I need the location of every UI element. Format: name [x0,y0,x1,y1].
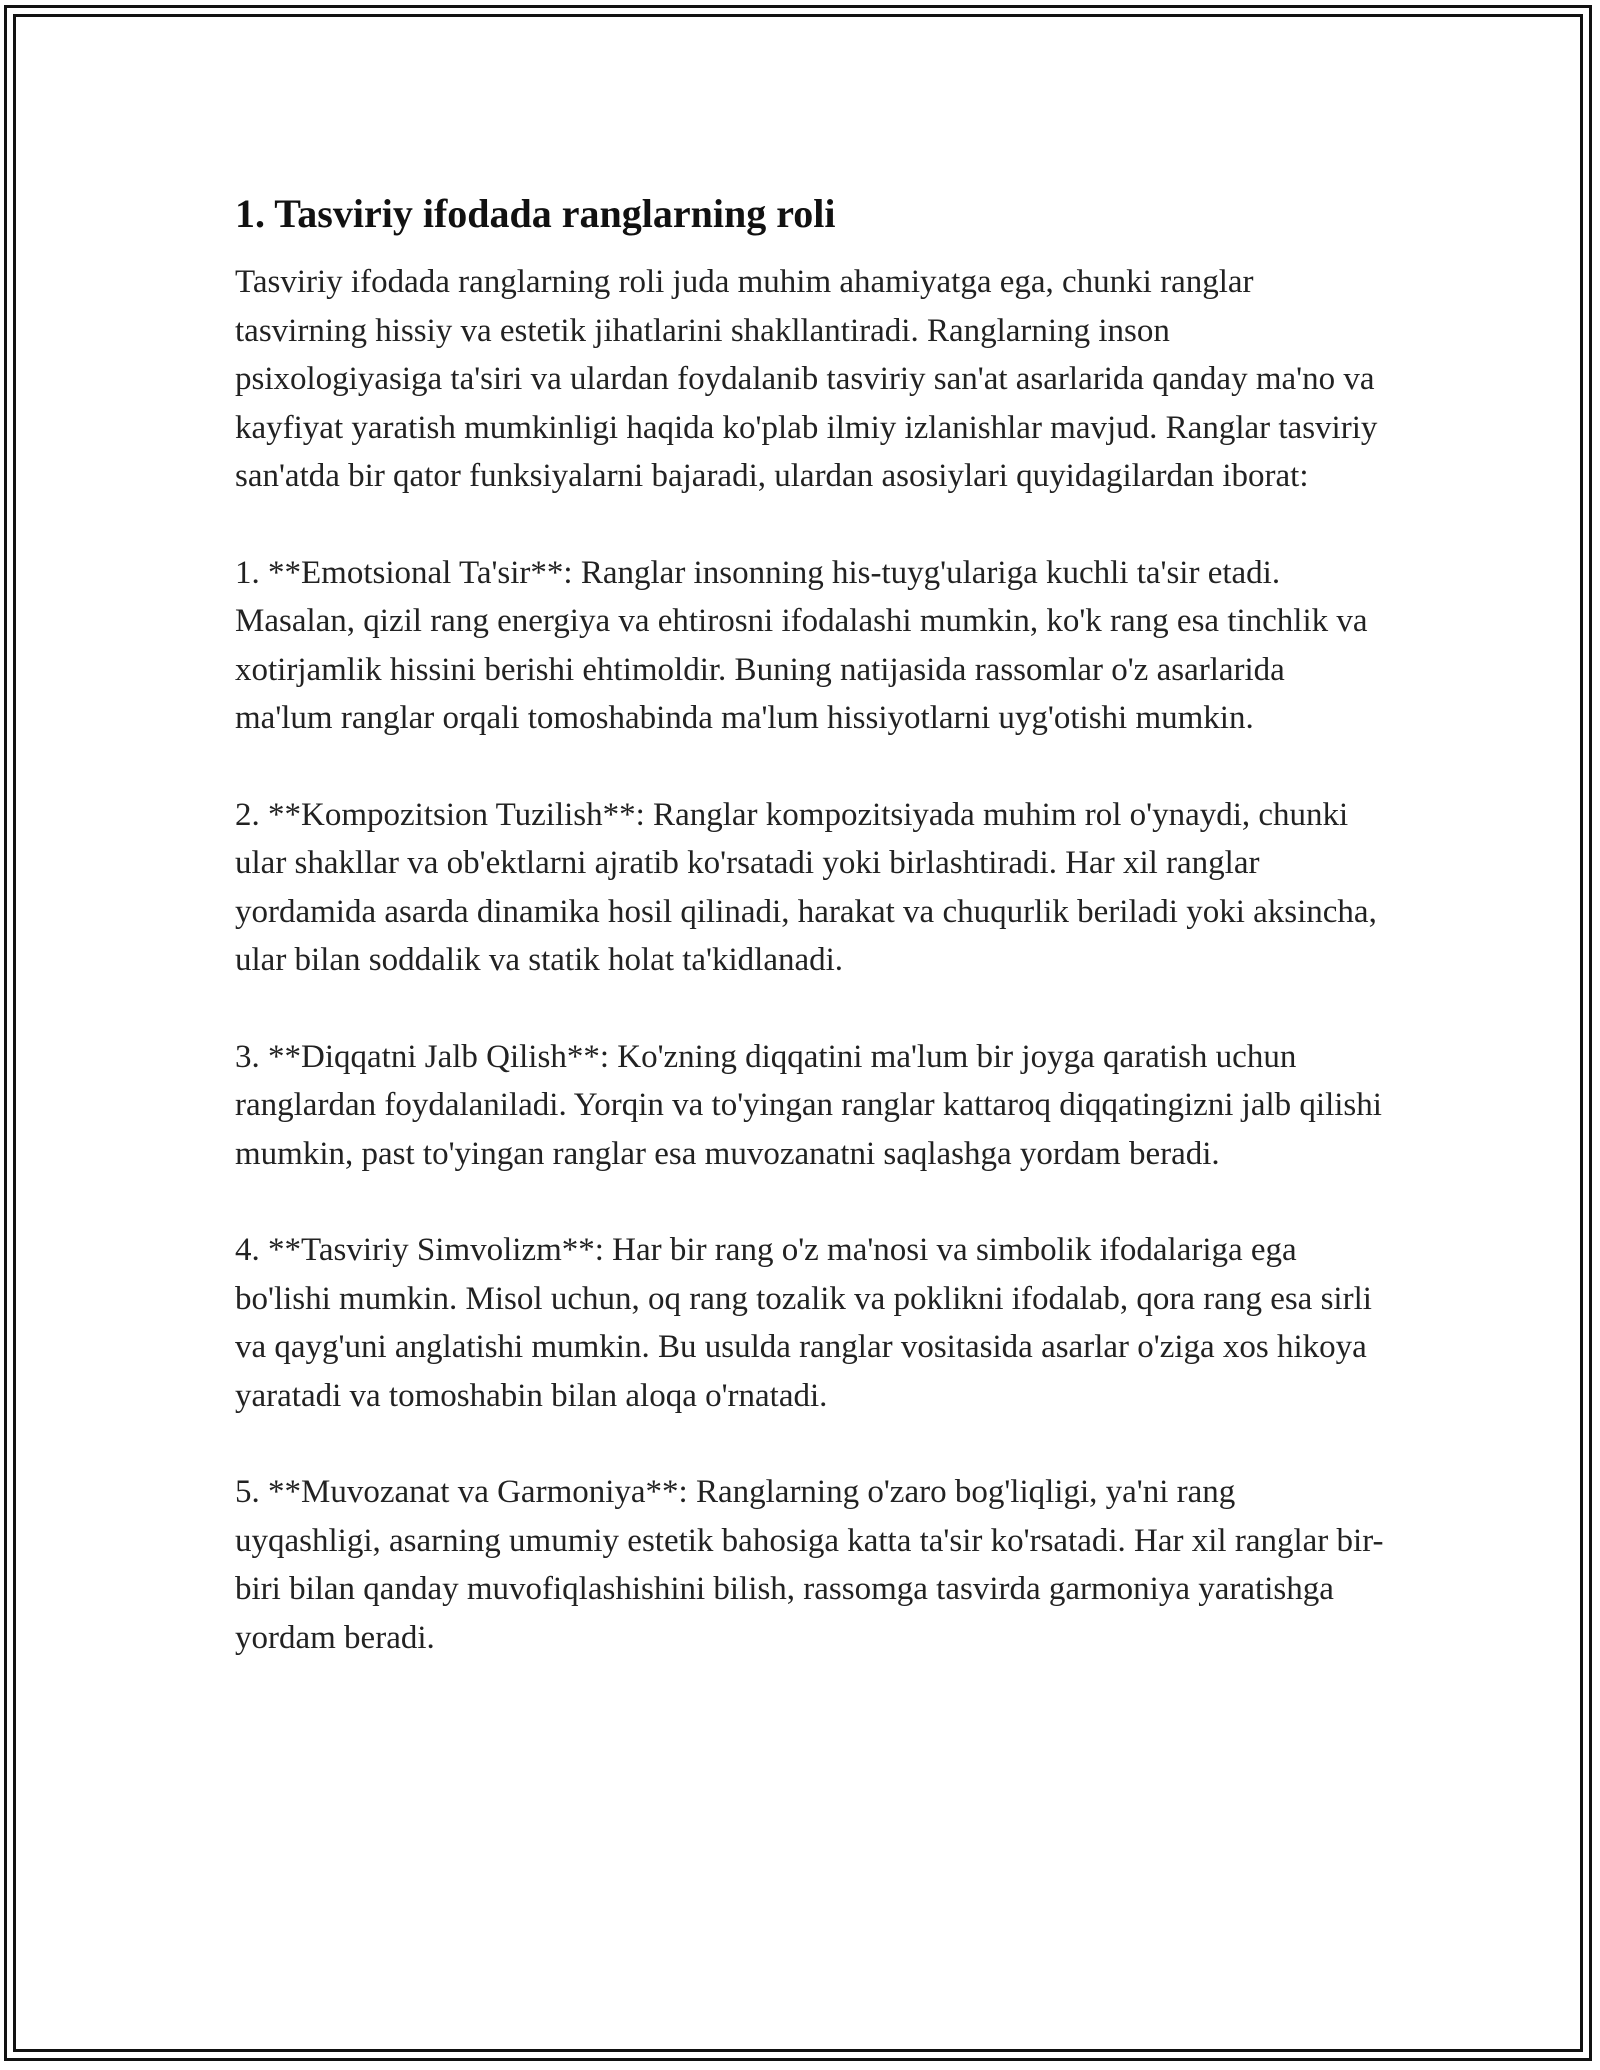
list-item-symbolism: 4. **Tasviriy Simvolizm**: Har bir rang o'z ma'nosi va simbolik ifodalariga ega bo'lishi mumkin. Misol uchun, oq rang tozalik va poklikni ifodalab, qora rang esa sirli va qayg'uni anglatishi mumkin. Bu usulda ranglar vositasida asarlar o'ziga xos hikoya yaratadi va tomoshabin bilan aloqa o'rnatadi. [235,1232,1372,1414]
list-item-harmony: 5. **Muvozanat va Garmoniya**: Ranglarning o'zaro bog'liqligi, ya'ni rang uyqashligi, asarning umumiy estetik bahosiga katta ta'sir ko'rsatadi. Har xil ranglar bir-biri bilan qanday muvofiqlashishini bilish, rassomga tasvirda garmoniya yaratishga yordam beradi. [235,1474,1384,1656]
list-item-attention: 3. **Diqqatni Jalb Qilish**: Ko'zning diqqatini ma'lum bir joyga qaratish uchun ranglardan foydalaniladi. Yorqin va to'yingan ranglar kattaroq diqqatingizni jalb qilishi mumkin, past to'yingan ranglar esa muvozanatni saqlashga yordam beradi. [235,1038,1382,1172]
list-item-emotional-impact: 1. **Emotsional Ta'sir**: Ranglar insonning his-tuyg'ulariga kuchli ta'sir etadi. Masalan, qizil rang energiya va ehtirosni ifodalashi mumkin, ko'k rang esa tinchlik va xotirjamlik hissini berishi ehtimoldir. Buning natijasida rassomlar o'z asarlarida ma'lum ranglar orqali tomoshabinda ma'lum hissiyotlarni uyg'otishi mumkin. [235,554,1368,736]
intro-paragraph: Tasviriy ifodada ranglarning roli juda muhim ahamiyatga ega, chunki ranglar tasvirning hissiy va estetik jihatlarini shakllantiradi. Ranglarning inson psixologiyasiga ta'siri va ulardan foydalanib tasviriy san'at asarlarida qanday ma'no va kayfiyat yaratish mumkinligi haqida ko'plab ilmiy izlanishlar mavjud. Ranglar tasviriy san'atda bir qator funksiyalarni bajaradi, ulardan asosiylari quyidagilardan iborat: [235,264,1378,494]
list-item-composition: 2. **Kompozitsion Tuzilish**: Ranglar kompozitsiyada muhim rol o'ynaydi, chunki ular shakllar va ob'ektlarni ajratib ko'rsatadi yoki birlashtiradi. Har xil ranglar yordamida asarda dinamika hosil qilinadi, harakat va chuqurlik beriladi yoki aksincha, ular bilan soddalik va statik holat ta'kidlanadi. [235,796,1377,978]
document-body [235,184,1385,1710]
section-heading: 1. Tasviriy ifodada ranglarning roli [235,191,836,236]
